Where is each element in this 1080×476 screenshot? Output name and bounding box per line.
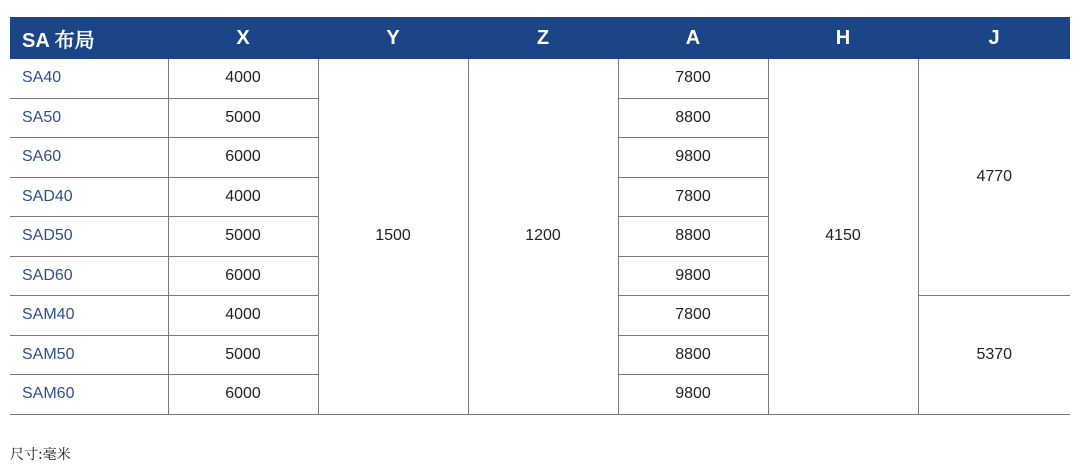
x-cell: 5000 [168,98,318,138]
model-cell: SAM50 [10,335,168,375]
j-merged-cell-group-1: 4770 [918,59,1070,296]
model-cell: SA40 [10,59,168,98]
dimensions-table [10,17,1070,415]
a-cell: 7800 [618,59,768,98]
x-cell: 4000 [168,296,318,336]
header-h: H [768,17,918,59]
x-cell: 5000 [168,217,318,257]
a-cell: 9800 [618,256,768,296]
x-cell: 6000 [168,256,318,296]
table-header-row [10,17,1070,59]
x-cell: 6000 [168,138,318,178]
header-x: X [168,17,318,59]
model-cell: SAM60 [10,375,168,415]
x-cell: 4000 [168,177,318,217]
table-row [10,59,1070,98]
a-cell: 9800 [618,138,768,178]
a-cell: 8800 [618,217,768,257]
x-cell: 5000 [168,335,318,375]
a-cell: 8800 [618,335,768,375]
model-cell: SAD60 [10,256,168,296]
model-cell: SAD40 [10,177,168,217]
y-merged-cell: 1500 [318,59,468,414]
h-merged-cell: 4150 [768,59,918,414]
a-cell: 9800 [618,375,768,415]
header-j: J [918,17,1070,59]
j-merged-cell-group-2: 5370 [918,296,1070,415]
header-model: SA 布局 [10,17,168,59]
a-cell: 8800 [618,98,768,138]
header-z: Z [468,17,618,59]
model-cell: SA60 [10,138,168,178]
model-cell: SAM40 [10,296,168,336]
a-cell: 7800 [618,296,768,336]
header-y: Y [318,17,468,59]
z-merged-cell: 1200 [468,59,618,414]
a-cell: 7800 [618,177,768,217]
header-a: A [618,17,768,59]
model-cell: SA50 [10,98,168,138]
x-cell: 6000 [168,375,318,415]
model-cell: SAD50 [10,217,168,257]
units-footnote: 尺寸:毫米 [10,447,71,463]
x-cell: 4000 [168,59,318,98]
